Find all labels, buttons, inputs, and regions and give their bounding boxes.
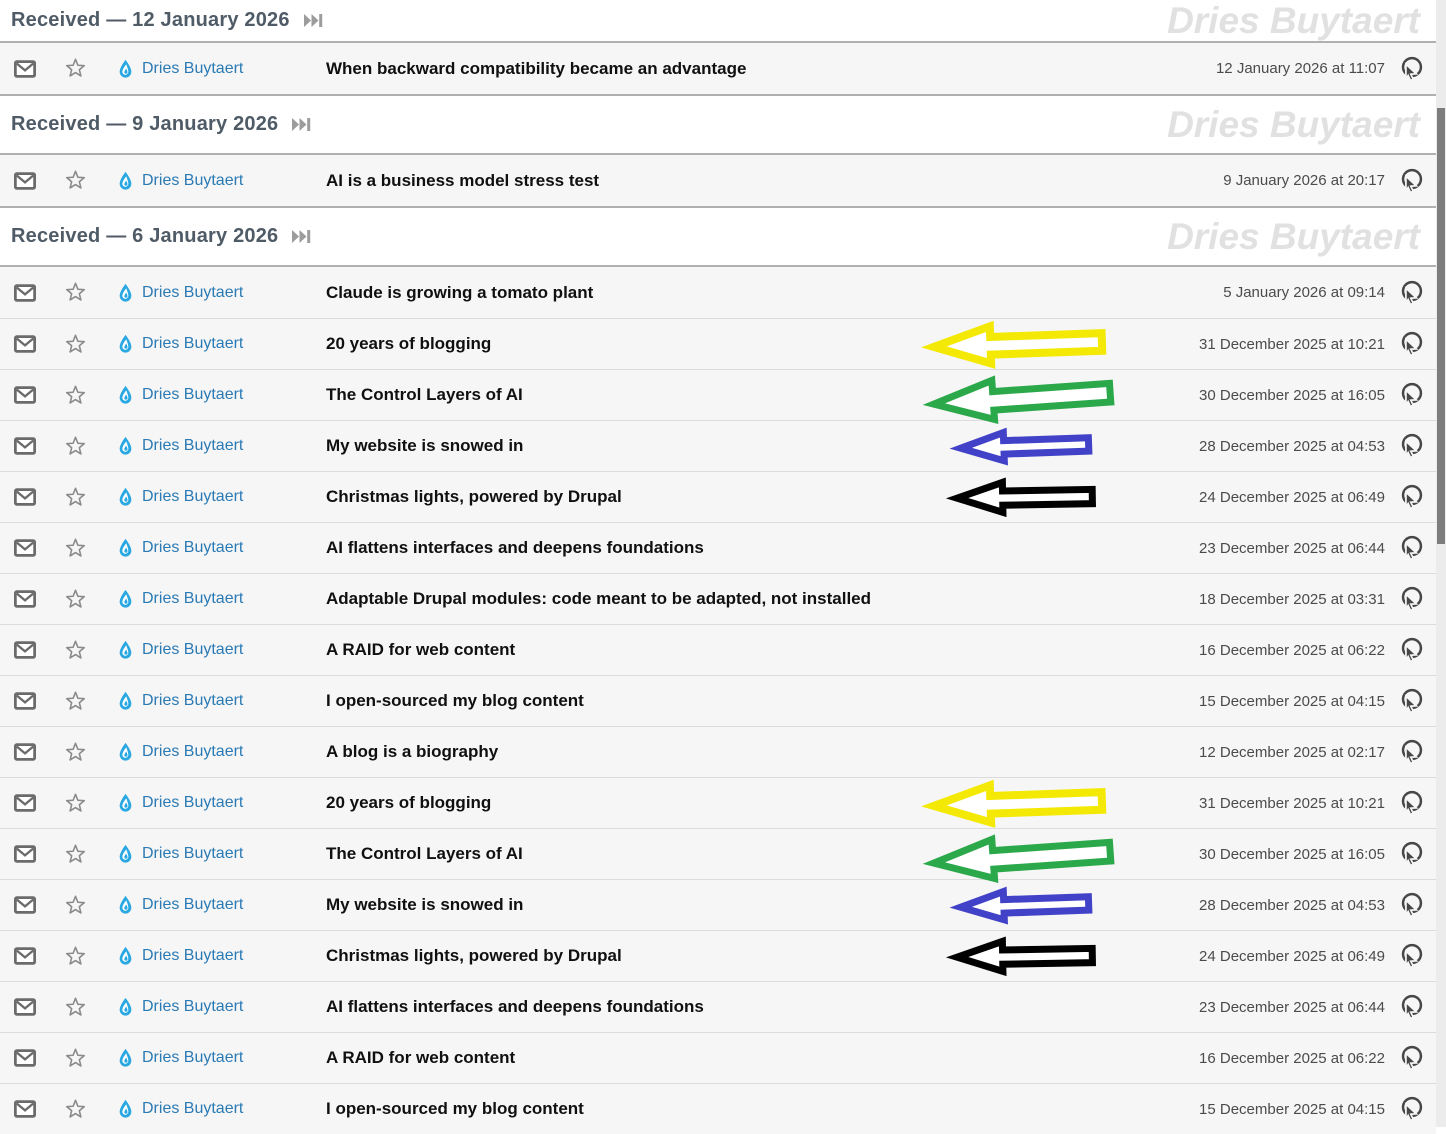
open-article-icon[interactable] <box>1399 688 1424 714</box>
feed-cell <box>117 895 326 915</box>
drupal-feed-icon <box>117 589 134 609</box>
date-group-header <box>0 94 1436 155</box>
open-article-icon[interactable] <box>1399 484 1424 510</box>
article-row[interactable] <box>0 828 1436 879</box>
open-article-icon[interactable] <box>1399 1045 1424 1071</box>
article-row[interactable] <box>0 879 1436 930</box>
drupal-feed-icon <box>117 171 134 191</box>
article-title[interactable]: Christmas lights, powered by Drupal <box>326 946 622 965</box>
article-date: 30 December 2025 at 16:05 <box>1199 845 1385 863</box>
feed-cell <box>117 793 326 813</box>
feed-cell <box>117 436 326 456</box>
star-icon[interactable] <box>65 170 86 191</box>
star-icon[interactable] <box>65 538 86 559</box>
article-row[interactable] <box>0 267 1436 318</box>
drupal-feed-icon <box>117 946 134 966</box>
article-title[interactable]: Claude is growing a tomato plant <box>326 282 594 302</box>
article-date: 12 January 2026 at 11:07 <box>1215 60 1385 77</box>
feed-cell <box>117 946 326 966</box>
envelope-icon[interactable] <box>14 692 36 710</box>
article-date: 12 December 2025 at 02:17 <box>1199 743 1385 761</box>
article-title[interactable]: Christmas lights, powered by Drupal <box>326 487 622 506</box>
article-title[interactable]: When backward compatibility became an advantage <box>326 58 747 78</box>
article-title[interactable]: I open-sourced my blog content <box>326 691 584 710</box>
article-date: 16 December 2025 at 06:22 <box>1199 1049 1385 1067</box>
annotation-arrow-black <box>934 936 1115 976</box>
annotation-arrow-blue <box>933 884 1114 925</box>
group-header-label: Received — 6 January 2026 <box>11 225 279 247</box>
drupal-feed-icon <box>117 487 134 507</box>
open-article-icon[interactable] <box>1399 892 1424 918</box>
open-article-icon[interactable] <box>1399 168 1424 194</box>
article-title[interactable]: The Control Layers of AI <box>326 385 523 404</box>
star-icon[interactable] <box>65 895 86 916</box>
drupal-feed-icon <box>117 844 134 864</box>
star-icon[interactable] <box>65 793 86 814</box>
envelope-icon[interactable] <box>14 335 36 353</box>
envelope-icon[interactable] <box>14 1100 36 1118</box>
group-header-label: Received — 9 January 2026 <box>11 113 279 135</box>
feed-name-link[interactable]: Dries Buytaert <box>142 998 244 1015</box>
envelope-icon[interactable] <box>14 539 36 557</box>
feed-cell <box>117 59 326 79</box>
article-date: 28 December 2025 at 04:53 <box>1199 437 1385 455</box>
article-title[interactable]: AI is a business model stress test <box>326 170 600 190</box>
feed-name-link[interactable]: Dries Buytaert <box>142 171 244 189</box>
article-row[interactable] <box>0 155 1436 206</box>
feed-name-link[interactable]: Dries Buytaert <box>142 1100 244 1117</box>
star-icon[interactable] <box>65 997 86 1018</box>
drupal-feed-icon <box>117 538 134 558</box>
star-icon[interactable] <box>65 385 86 406</box>
article-title[interactable]: A RAID for web content <box>326 640 516 659</box>
article-row[interactable] <box>0 471 1436 522</box>
star-icon[interactable] <box>65 1048 86 1069</box>
envelope-icon[interactable] <box>14 386 36 404</box>
feed-name-link[interactable]: Dries Buytaert <box>142 590 244 607</box>
envelope-icon[interactable] <box>14 488 36 506</box>
star-icon[interactable] <box>65 742 86 763</box>
open-article-icon[interactable] <box>1399 1096 1424 1122</box>
star-icon[interactable] <box>65 436 86 457</box>
skip-to-end-icon[interactable] <box>292 118 311 131</box>
feed-name-link[interactable]: Dries Buytaert <box>142 692 244 709</box>
feed-cell <box>117 742 326 762</box>
feed-name-link[interactable]: Dries Buytaert <box>142 283 244 301</box>
feed-name-link[interactable]: Dries Buytaert <box>142 794 244 811</box>
article-title[interactable]: 20 years of blogging <box>326 793 492 812</box>
feed-cell <box>117 997 326 1017</box>
feed-name-link[interactable]: Dries Buytaert <box>142 386 244 403</box>
drupal-feed-icon <box>117 385 134 405</box>
article-date: 24 December 2025 at 06:49 <box>1199 947 1385 965</box>
article-row[interactable] <box>0 318 1436 369</box>
drupal-feed-icon <box>117 436 134 456</box>
feed-cell <box>117 538 326 558</box>
group-header-label: Received — 12 January 2026 <box>11 9 290 31</box>
star-icon[interactable] <box>65 282 86 303</box>
feed-name-link[interactable]: Dries Buytaert <box>142 437 244 454</box>
open-article-icon[interactable] <box>1399 56 1424 82</box>
article-date: 18 December 2025 at 03:31 <box>1199 590 1385 608</box>
feed-cell <box>117 589 326 609</box>
star-icon[interactable] <box>65 844 86 865</box>
drupal-feed-icon <box>117 1048 134 1068</box>
article-title[interactable]: I open-sourced my blog content <box>326 1099 584 1118</box>
article-title[interactable]: 20 years of blogging <box>326 334 492 353</box>
article-date: 24 December 2025 at 06:49 <box>1199 488 1385 506</box>
feed-name-link[interactable]: Dries Buytaert <box>142 539 244 556</box>
article-row[interactable] <box>0 522 1436 573</box>
article-date: 16 December 2025 at 06:22 <box>1199 641 1385 659</box>
star-icon[interactable] <box>65 640 86 661</box>
feed-name-link[interactable]: Dries Buytaert <box>142 947 244 964</box>
star-icon[interactable] <box>65 334 86 355</box>
feed-cell <box>117 283 326 303</box>
feed-cell <box>117 844 326 864</box>
article-date: 15 December 2025 at 04:15 <box>1199 692 1385 710</box>
open-article-icon[interactable] <box>1399 280 1424 306</box>
article-date: 15 December 2025 at 04:15 <box>1199 1100 1385 1118</box>
envelope-icon[interactable] <box>14 641 36 659</box>
open-article-icon[interactable] <box>1399 943 1424 969</box>
open-article-icon[interactable] <box>1399 994 1424 1020</box>
feed-name-link[interactable]: Dries Buytaert <box>142 59 244 77</box>
annotation-arrow-yellow <box>919 318 1114 371</box>
article-row[interactable] <box>0 624 1436 675</box>
feed-cell <box>117 1048 326 1068</box>
article-date: 31 December 2025 at 10:21 <box>1199 794 1385 812</box>
feed-cell <box>117 640 326 660</box>
envelope-icon[interactable] <box>14 60 36 78</box>
article-date: 9 January 2026 at 20:17 <box>1223 172 1385 189</box>
envelope-icon[interactable] <box>14 437 36 455</box>
article-title[interactable]: My website is snowed in <box>326 895 524 914</box>
article-date: 30 December 2025 at 16:05 <box>1199 386 1385 404</box>
envelope-icon[interactable] <box>14 284 36 302</box>
open-article-icon[interactable] <box>1399 433 1424 459</box>
article-row[interactable] <box>0 1083 1436 1134</box>
article-row[interactable] <box>0 1032 1436 1083</box>
open-article-icon[interactable] <box>1399 382 1424 408</box>
envelope-icon[interactable] <box>14 590 36 608</box>
envelope-icon[interactable] <box>14 1049 36 1067</box>
feed-name-link[interactable]: Dries Buytaert <box>142 743 244 760</box>
drupal-feed-icon <box>117 895 134 915</box>
date-group-header <box>0 0 1436 43</box>
envelope-icon[interactable] <box>14 947 36 965</box>
envelope-icon[interactable] <box>14 896 36 914</box>
drupal-feed-icon <box>117 283 134 303</box>
star-icon[interactable] <box>65 1099 86 1120</box>
drupal-feed-icon <box>117 59 134 79</box>
drupal-feed-icon <box>117 1099 134 1119</box>
annotation-arrow-blue <box>933 425 1114 466</box>
article-title[interactable]: A RAID for web content <box>326 1048 516 1067</box>
feed-name-link[interactable]: Dries Buytaert <box>142 896 244 913</box>
feed-cell <box>117 1099 326 1119</box>
feed-cell <box>117 385 326 405</box>
feed-name-link[interactable]: Dries Buytaert <box>142 488 244 505</box>
open-article-icon[interactable] <box>1399 841 1424 867</box>
feed-name-link[interactable]: Dries Buytaert <box>142 335 244 352</box>
feed-name-link[interactable]: Dries Buytaert <box>142 641 244 658</box>
star-icon[interactable] <box>65 58 86 79</box>
article-row[interactable] <box>0 777 1436 828</box>
star-icon[interactable] <box>65 946 86 967</box>
article-title[interactable]: AI flattens interfaces and deepens foundations <box>326 997 704 1016</box>
star-icon[interactable] <box>65 589 86 610</box>
article-title[interactable]: A blog is a biography <box>326 742 499 761</box>
article-date: 23 December 2025 at 06:44 <box>1199 539 1385 557</box>
open-article-icon[interactable] <box>1399 331 1424 357</box>
date-group-header <box>0 206 1436 267</box>
open-article-icon[interactable] <box>1399 637 1424 663</box>
scrollbar-thumb[interactable] <box>1437 108 1445 544</box>
article-title[interactable]: AI flattens interfaces and deepens foundations <box>326 538 704 557</box>
drupal-feed-icon <box>117 691 134 711</box>
article-row[interactable] <box>0 675 1436 726</box>
article-row[interactable] <box>0 43 1436 94</box>
feed-watermark: Dries Buytaert <box>1167 215 1420 257</box>
feed-watermark: Dries Buytaert <box>1167 0 1420 41</box>
envelope-icon[interactable] <box>14 998 36 1016</box>
feed-name-link[interactable]: Dries Buytaert <box>142 1049 244 1066</box>
article-row[interactable] <box>0 981 1436 1032</box>
feed-watermark: Dries Buytaert <box>1167 103 1420 145</box>
envelope-icon[interactable] <box>14 794 36 812</box>
envelope-icon[interactable] <box>14 743 36 761</box>
article-title[interactable]: My website is snowed in <box>326 436 524 455</box>
feed-cell <box>117 334 326 354</box>
drupal-feed-icon <box>117 742 134 762</box>
article-title[interactable]: Adaptable Drupal modules: code meant to be adapted, not installed <box>326 589 872 608</box>
drupal-feed-icon <box>117 997 134 1017</box>
skip-to-end-icon[interactable] <box>292 230 311 243</box>
open-article-icon[interactable] <box>1399 586 1424 612</box>
open-article-icon[interactable] <box>1399 739 1424 765</box>
drupal-feed-icon <box>117 334 134 354</box>
article-row[interactable] <box>0 369 1436 420</box>
article-row[interactable] <box>0 420 1436 471</box>
envelope-icon[interactable] <box>14 845 36 863</box>
article-title[interactable]: The Control Layers of AI <box>326 844 523 863</box>
open-article-icon[interactable] <box>1399 790 1424 816</box>
article-row[interactable] <box>0 930 1436 981</box>
article-row[interactable] <box>0 573 1436 624</box>
star-icon[interactable] <box>65 691 86 712</box>
feed-cell <box>117 487 326 507</box>
article-date: 5 January 2026 at 09:14 <box>1223 284 1385 301</box>
article-date: 28 December 2025 at 04:53 <box>1199 896 1385 914</box>
open-article-icon[interactable] <box>1399 535 1424 561</box>
feed-cell <box>117 691 326 711</box>
star-icon[interactable] <box>65 487 86 508</box>
article-date: 31 December 2025 at 10:21 <box>1199 335 1385 353</box>
annotation-arrow-black <box>934 477 1115 517</box>
annotation-arrow-yellow <box>919 777 1114 830</box>
feed-cell <box>117 171 326 191</box>
article-date: 23 December 2025 at 06:44 <box>1199 998 1385 1016</box>
skip-to-end-icon[interactable] <box>304 14 323 27</box>
drupal-feed-icon <box>117 640 134 660</box>
scrollbar[interactable] <box>1436 0 1446 1127</box>
envelope-icon[interactable] <box>14 172 36 190</box>
article-row[interactable] <box>0 726 1436 777</box>
feed-name-link[interactable]: Dries Buytaert <box>142 845 244 862</box>
drupal-feed-icon <box>117 793 134 813</box>
